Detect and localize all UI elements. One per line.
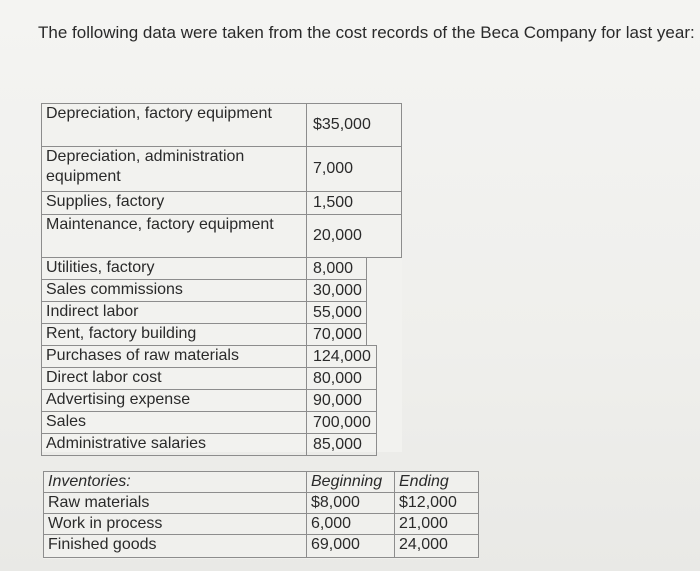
cost-label-11: Sales bbox=[41, 411, 307, 434]
inventory-label-0: Raw materials bbox=[43, 492, 307, 514]
inventories-header: Inventories: bbox=[43, 471, 307, 493]
cost-label-5: Sales commissions bbox=[41, 279, 307, 302]
cost-label-6: Indirect labor bbox=[41, 301, 307, 324]
cost-label-1: Depreciation, administration equipment bbox=[41, 146, 307, 192]
cost-label-4: Utilities, factory bbox=[41, 257, 307, 280]
cost-value-10: 90,000 bbox=[306, 389, 377, 412]
inventory-beginning-1: 6,000 bbox=[306, 513, 395, 535]
cost-label-3: Maintenance, factory equipment bbox=[41, 214, 307, 258]
cost-label-7: Rent, factory building bbox=[41, 323, 307, 346]
cost-label-8: Purchases of raw materials bbox=[41, 345, 307, 368]
inventory-ending-2: 24,000 bbox=[394, 534, 479, 558]
inventory-label-1: Work in process bbox=[43, 513, 307, 535]
cost-table bbox=[41, 103, 402, 452]
cost-value-9: 80,000 bbox=[306, 367, 377, 390]
cost-value-2: 1,500 bbox=[306, 191, 402, 215]
inventory-ending-0: $12,000 bbox=[394, 492, 479, 514]
cost-value-11: 700,000 bbox=[306, 411, 377, 434]
cost-value-6: 55,000 bbox=[306, 301, 367, 324]
cost-value-8: 124,000 bbox=[306, 345, 377, 368]
inventories-col-ending: Ending bbox=[394, 471, 479, 493]
cost-label-12: Administrative salaries bbox=[41, 433, 307, 456]
cost-label-10: Advertising expense bbox=[41, 389, 307, 412]
cost-value-1: 7,000 bbox=[306, 146, 402, 192]
inventories-table bbox=[43, 471, 479, 559]
cost-label-9: Direct labor cost bbox=[41, 367, 307, 390]
inventory-ending-1: 21,000 bbox=[394, 513, 479, 535]
inventories-col-beginning: Beginning bbox=[306, 471, 395, 493]
cost-value-7: 70,000 bbox=[306, 323, 367, 346]
cost-value-12: 85,000 bbox=[306, 433, 377, 456]
cost-value-5: 30,000 bbox=[306, 279, 367, 302]
inventory-beginning-0: $8,000 bbox=[306, 492, 395, 514]
cost-label-2: Supplies, factory bbox=[41, 191, 307, 215]
cost-value-3: 20,000 bbox=[306, 214, 402, 258]
cost-value-4: 8,000 bbox=[306, 257, 367, 280]
intro-paragraph: The following data were taken from the cost records of the Beca Company for last year: bbox=[38, 23, 695, 42]
cost-value-0: $35,000 bbox=[306, 103, 402, 147]
inventory-beginning-2: 69,000 bbox=[306, 534, 395, 558]
inventory-label-2: Finished goods bbox=[43, 534, 307, 558]
cost-label-0: Depreciation, factory equipment bbox=[41, 103, 307, 147]
